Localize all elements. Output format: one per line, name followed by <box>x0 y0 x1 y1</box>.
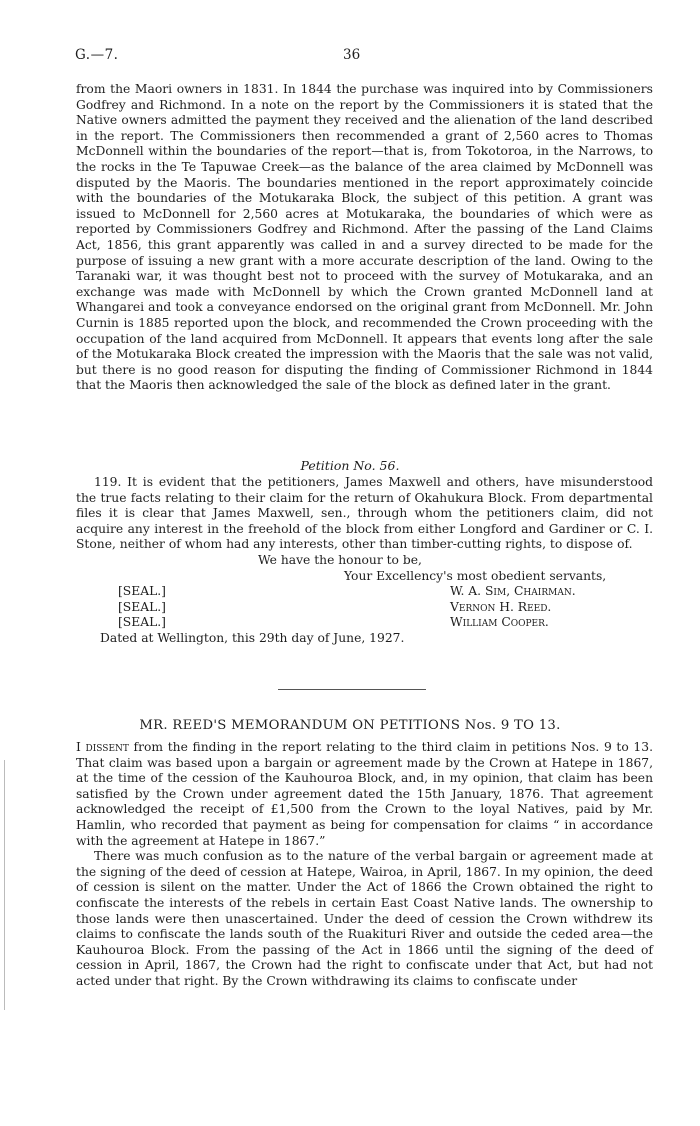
signature-row <box>76 615 653 631</box>
document-reference: G.—7. <box>75 47 119 63</box>
seal-mark: [SEAL.] <box>118 599 166 614</box>
signature-row <box>76 600 653 616</box>
dated-line: Dated at Wellington, this 29th day of June, 1927. <box>100 630 405 645</box>
memo-heading: MR. REED'S MEMORANDUM ON PETITIONS Nos. 9 TO 13. <box>139 718 561 733</box>
closing-line: Your Excellency's most obedient servants, <box>344 568 607 583</box>
seal-mark: [SEAL.] <box>118 584 166 599</box>
closing-block <box>76 553 653 647</box>
paragraph-text: 119. It is evident that the petitioners, James Maxwell and others, have misunderstood the true facts relating to their claim for the return of Okahukura Block. From departmental files it is clear that James Maxwell, sen., through whom the petitioners claim, did not acquire any interest in the freehold of the block from either Longford and Gardiner or C. I. Stone, neither of whom had any interests, other than timber-cutting rights, to dispose of. <box>76 475 653 552</box>
paragraph-text: from the Maori owners in 1831. In 1844 the purchase was inquired into by Commissioners Godfrey and Richmond. In a note on the report by the Commissioners it is stated that the Native owners admitted the payment they received and the alienation of the land described in the report. The Commissioners then recommended a grant of 2,560 acres to Thomas McDonnell within the boundaries of the report—that is, from Tokotoroa, in the Narrows, to the rocks in the Te Tapuwae Creek—as the balance of the area claimed by McDonnell was disputed by the Maoris. The boundaries mentioned in the report approximately coincide with the boundaries of the Motukaraka Block, the subject of this petition. A grant was issued to McDonnell for 2,560 acres at Motukaraka, the boundaries of which were as reported by Commissioners Godfrey and Richmond. After the passing of the Land Claims Act, 1856, this grant apparently was called in and a survey directed to be made for the purpose of issuing a new grant with a more accurate description of the land. Owing to the Taranaki war, it was thought best not to proceed with the survey of Motukaraka, and an exchange was made with McDonnell by which the Crown granted McDonnell land at Whangarei and took a conveyance endorsed on the original grant from McDonnell. Mr. John Curnin is 1885 reported upon the block, and recommended the Crown proceeding with the occupation of the land acquired from McDonnell. It appears that events long after the sale of the Motukaraka Block created the impression with the Maoris that the sale was not valid, but there is no good reason for disputing the finding of Commissioner Richmond in 1844 that the Maoris then acknowledged the sale of the block as defined later in the grant. <box>76 82 653 393</box>
page-number: 36 <box>343 47 361 63</box>
signatory-name: William Cooper. <box>450 615 549 630</box>
lead-word: I dissent <box>76 740 129 754</box>
memo-paragraph <box>76 740 653 849</box>
signature-row <box>76 584 653 600</box>
seal-mark: [SEAL.] <box>118 615 166 630</box>
section-divider <box>278 689 426 690</box>
paragraph-text: from the finding in the report relating to the third claim in petitions Nos. 9 to 13. That claim was based upon a bargain or agreement made by the Crown at Hatepe in 1867, at the time of the cession of the Kauhouroa Block, and, in my opinion, that claim has been satisfied by the Crown under agreement dated the 15th January, 1876. That agreement acknowledged the receipt of £1,500 from the Crown to the loyal Natives, paid by Mr. Hamlin, who recorded that payment as being for compensation for claims “ in accordance with the agreement at Hatepe in 1867.” <box>76 740 653 848</box>
petition-paragraph <box>76 475 653 553</box>
signatory-name: W. A. Sim, Chairman. <box>450 584 576 599</box>
closing-line: We have the honour to be, <box>258 553 422 567</box>
petition-heading: Petition No. 56. <box>300 458 400 473</box>
memo-paragraph: There was much confusion as to the nature of the verbal bargain or agreement made at the signing of the deed of cession at Hatepe, Wairoa, in April, 1867. In my opinion, the deed of cession is silent on the matter. Under the Act of 1866 the Crown obtained the right to confiscate the interests of the rebels in certain East Coast Native lands. The ownership to those lands were then unascertained. Under the deed of cession the Crown withdrew its claims to confiscate the lands south of the Ruakituri River and outside the ceded area—the Kauhouroa Block. From the passing of the Act in 1866 until the signing of the deed of cession in April, 1867, the Crown had the right to confiscate under that Act, but had not acted under that right. By the Crown withdrawing its claims to confiscate under <box>76 849 653 988</box>
scan-edge-mark <box>4 760 5 1010</box>
continued-paragraph <box>76 82 653 394</box>
page-header <box>75 47 655 67</box>
signatory-name: Vernon H. Reed. <box>450 599 552 614</box>
memo-body <box>76 740 653 990</box>
